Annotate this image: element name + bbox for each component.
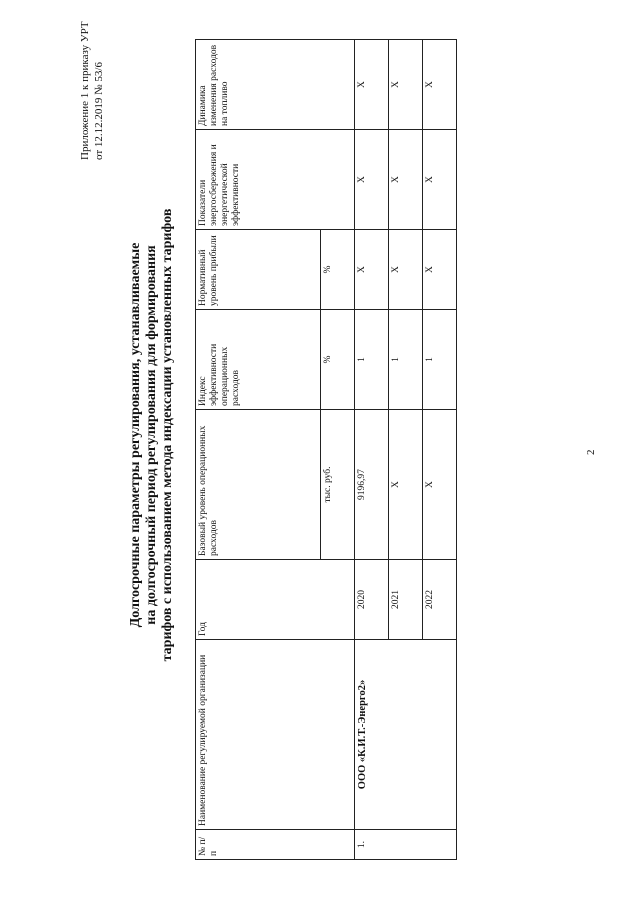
header-num: № п/п <box>196 830 355 860</box>
unit-base: тыс. руб. <box>321 410 355 560</box>
table-header-row <box>196 40 321 860</box>
parameters-table <box>195 39 457 860</box>
cell-base: X <box>423 410 457 560</box>
cell-fuel: X <box>355 40 389 130</box>
cell-base: 9196,97 <box>355 410 389 560</box>
cell-energy: X <box>423 130 457 230</box>
header-profit: Нормативный уровень прибыли <box>196 230 321 310</box>
cell-index: 1 <box>423 310 457 410</box>
cell-year: 2021 <box>389 560 423 640</box>
org-num: 1. <box>355 830 457 860</box>
appendix-note <box>78 20 106 160</box>
header-fuel: Динамика изменения расходов на топливо <box>196 40 355 130</box>
cell-fuel: X <box>389 40 423 130</box>
cell-index: 1 <box>355 310 389 410</box>
cell-profit: X <box>423 230 457 310</box>
table-row <box>355 40 389 860</box>
appendix-line-1: Приложение 1 к приказу УРТ <box>79 21 91 160</box>
org-name: ООО «К.И.Т.-Энерго2» <box>355 640 457 830</box>
header-org: Наименование регулируемой организации <box>196 640 355 830</box>
header-year: Год <box>196 560 355 640</box>
cell-profit: X <box>389 230 423 310</box>
page-number: 2 <box>585 449 597 455</box>
cell-index: 1 <box>389 310 423 410</box>
title-line-3: тарифов с использованием метода индексации установленных тарифов <box>160 208 175 662</box>
cell-profit: X <box>355 230 389 310</box>
header-energy: Показатели энергосбережения и энергетической эффективности <box>196 130 355 230</box>
unit-profit: % <box>321 230 355 310</box>
appendix-line-2: от 12.12.2019 № 53/6 <box>93 62 105 160</box>
title-line-1: Долгосрочные параметры регулирования, устанавливаемые <box>128 242 143 628</box>
cell-fuel: X <box>423 40 457 130</box>
cell-energy: X <box>355 130 389 230</box>
cell-base: X <box>389 410 423 560</box>
title-line-2: на долгосрочный период регулирования для формирования <box>144 245 159 625</box>
cell-energy: X <box>389 130 423 230</box>
cell-year: 2020 <box>355 560 389 640</box>
header-base: Базовый уровень операционных расходов <box>196 410 321 560</box>
header-index: Индекс эффективности операционных расходов <box>196 310 321 410</box>
document-title <box>128 115 176 755</box>
cell-year: 2022 <box>423 560 457 640</box>
unit-index: % <box>321 310 355 410</box>
